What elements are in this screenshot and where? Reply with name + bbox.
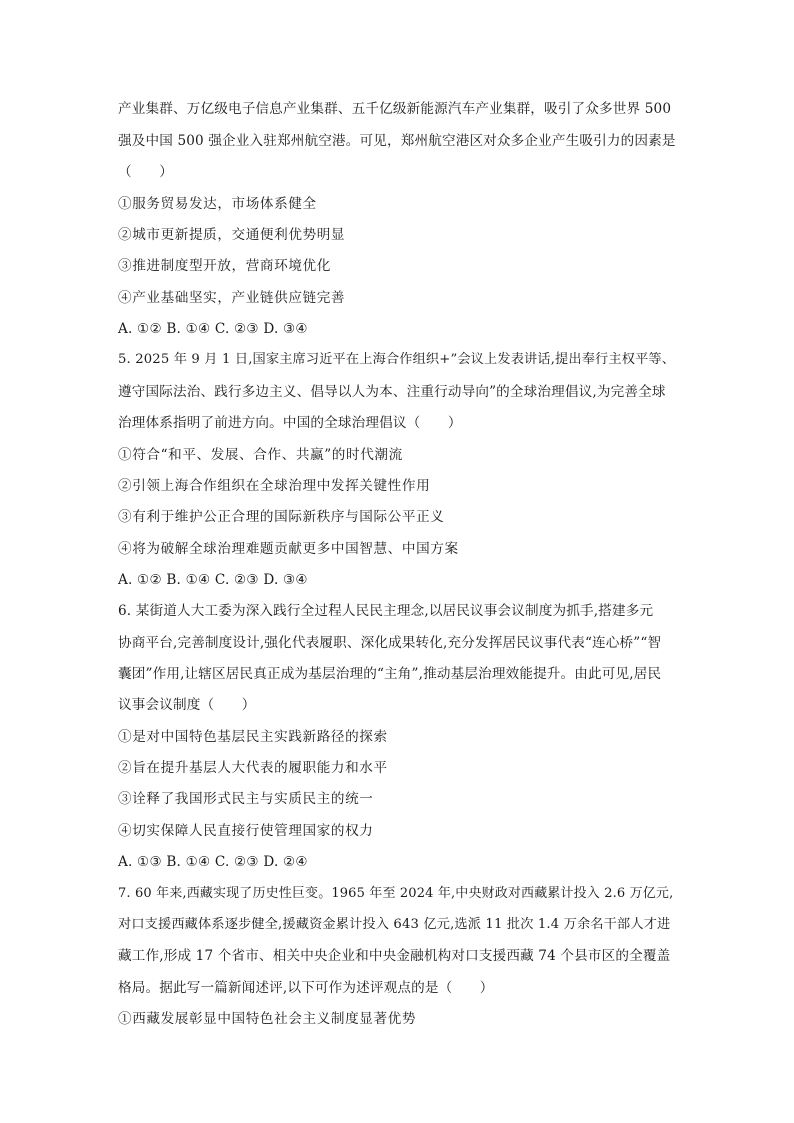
question-stem-line: 囊团”作用,让辖区居民真正成为基层治理的“主角”,推动基层治理效能提升。由此可见,居民 [118, 666, 662, 682]
question-stem-line: 5. 2025 年 9 月 1 日,国家主席习近平在上海合作组织+”会议上发表讲话,提出奉行主权平等、 [118, 352, 676, 367]
question-stem-line: 格局。据此写一篇新闻述评,以下可作为述评观点的是（ ） [118, 980, 494, 996]
option-1: ①是对中国特色基层民主实践新路径的探索 [118, 729, 388, 745]
answer-choices: A. ①② B. ①④ C. ②③ D. ③④ [118, 321, 308, 337]
option-4: ④产业基础坚实，产业链供应链完善 [118, 290, 346, 306]
option-1: ①西藏发展彰显中国特色社会主义制度显著优势 [118, 1011, 417, 1027]
option-3: ③推进制度型开放，营商环境优化 [118, 258, 331, 274]
option-4: ④切实保障人民直接行使管理国家的权力 [118, 823, 374, 839]
option-1: ①服务贸易发达，市场体系健全 [118, 196, 317, 212]
question-stem-line: 强及中国 500 强企业入驻郑州航空港。可见，郑州航空港区对众多企业产生吸引力的因素是 [118, 133, 676, 149]
question-stem-line: 产业集群、万亿级电子信息产业集群、五千亿级新能源汽车产业集群，吸引了众多世界 500 [118, 101, 672, 117]
option-2: ②旨在提升基层人大代表的履职能力和水平 [118, 760, 388, 776]
question-stem-line: （ ） [118, 164, 173, 180]
question-stem-line: 议事会议制度（ ） [118, 697, 256, 713]
option-1: ①符合“和平、发展、合作、共赢”的时代潮流 [118, 447, 403, 463]
question-stem-line: 治理体系指明了前进方向。中国的全球治理倡议（ ） [118, 415, 462, 431]
answer-choices: A. ①③ B. ①④ C. ②③ D. ②④ [118, 854, 308, 870]
question-stem-line: 藏工作,形成 17 个省市、相关中央企业和中央金融机构对口支援西藏 74 个县市区的全覆盖 [118, 948, 671, 964]
option-3: ③诠释了我国形式民主与实质民主的统一 [118, 791, 374, 807]
question-stem-line: 6. 某街道人大工委为深入践行全过程人民民主理念,以居民议事会议制度为抓手,搭建多元 [118, 603, 654, 619]
option-2: ②引领上海合作组织在全球治理中发挥关键性作用 [118, 478, 431, 494]
option-4: ④将为破解全球治理难题贡献更多中国智慧、中国方案 [118, 541, 459, 557]
question-stem-line: 遵守国际法治、践行多边主义、倡导以人为本、注重行动导向”的全球治理倡议,为完善全球 [118, 384, 666, 400]
question-stem-line: 协商平台,完善制度设计,强化代表履职、深化成果转化,充分发挥居民议事代表“连心桥”“智 [118, 635, 662, 651]
answer-choices: A. ①② B. ①④ C. ②③ D. ③④ [118, 572, 308, 588]
option-2: ②城市更新提质，交通便利优势明显 [118, 227, 346, 243]
question-stem-line: 对口支援西藏体系逐步健全,援藏资金累计投入 643 亿元,选派 11 批次 1.4 万余名干部人才进 [118, 917, 671, 932]
option-3: ③有利于维护公正合理的国际新秩序与国际公平正义 [118, 509, 445, 525]
question-stem-line: 7. 60 年来,西藏实现了历史性巨变。1965 年至 2024 年,中央财政对西藏累计投入 2.6 万亿元, [118, 886, 674, 901]
